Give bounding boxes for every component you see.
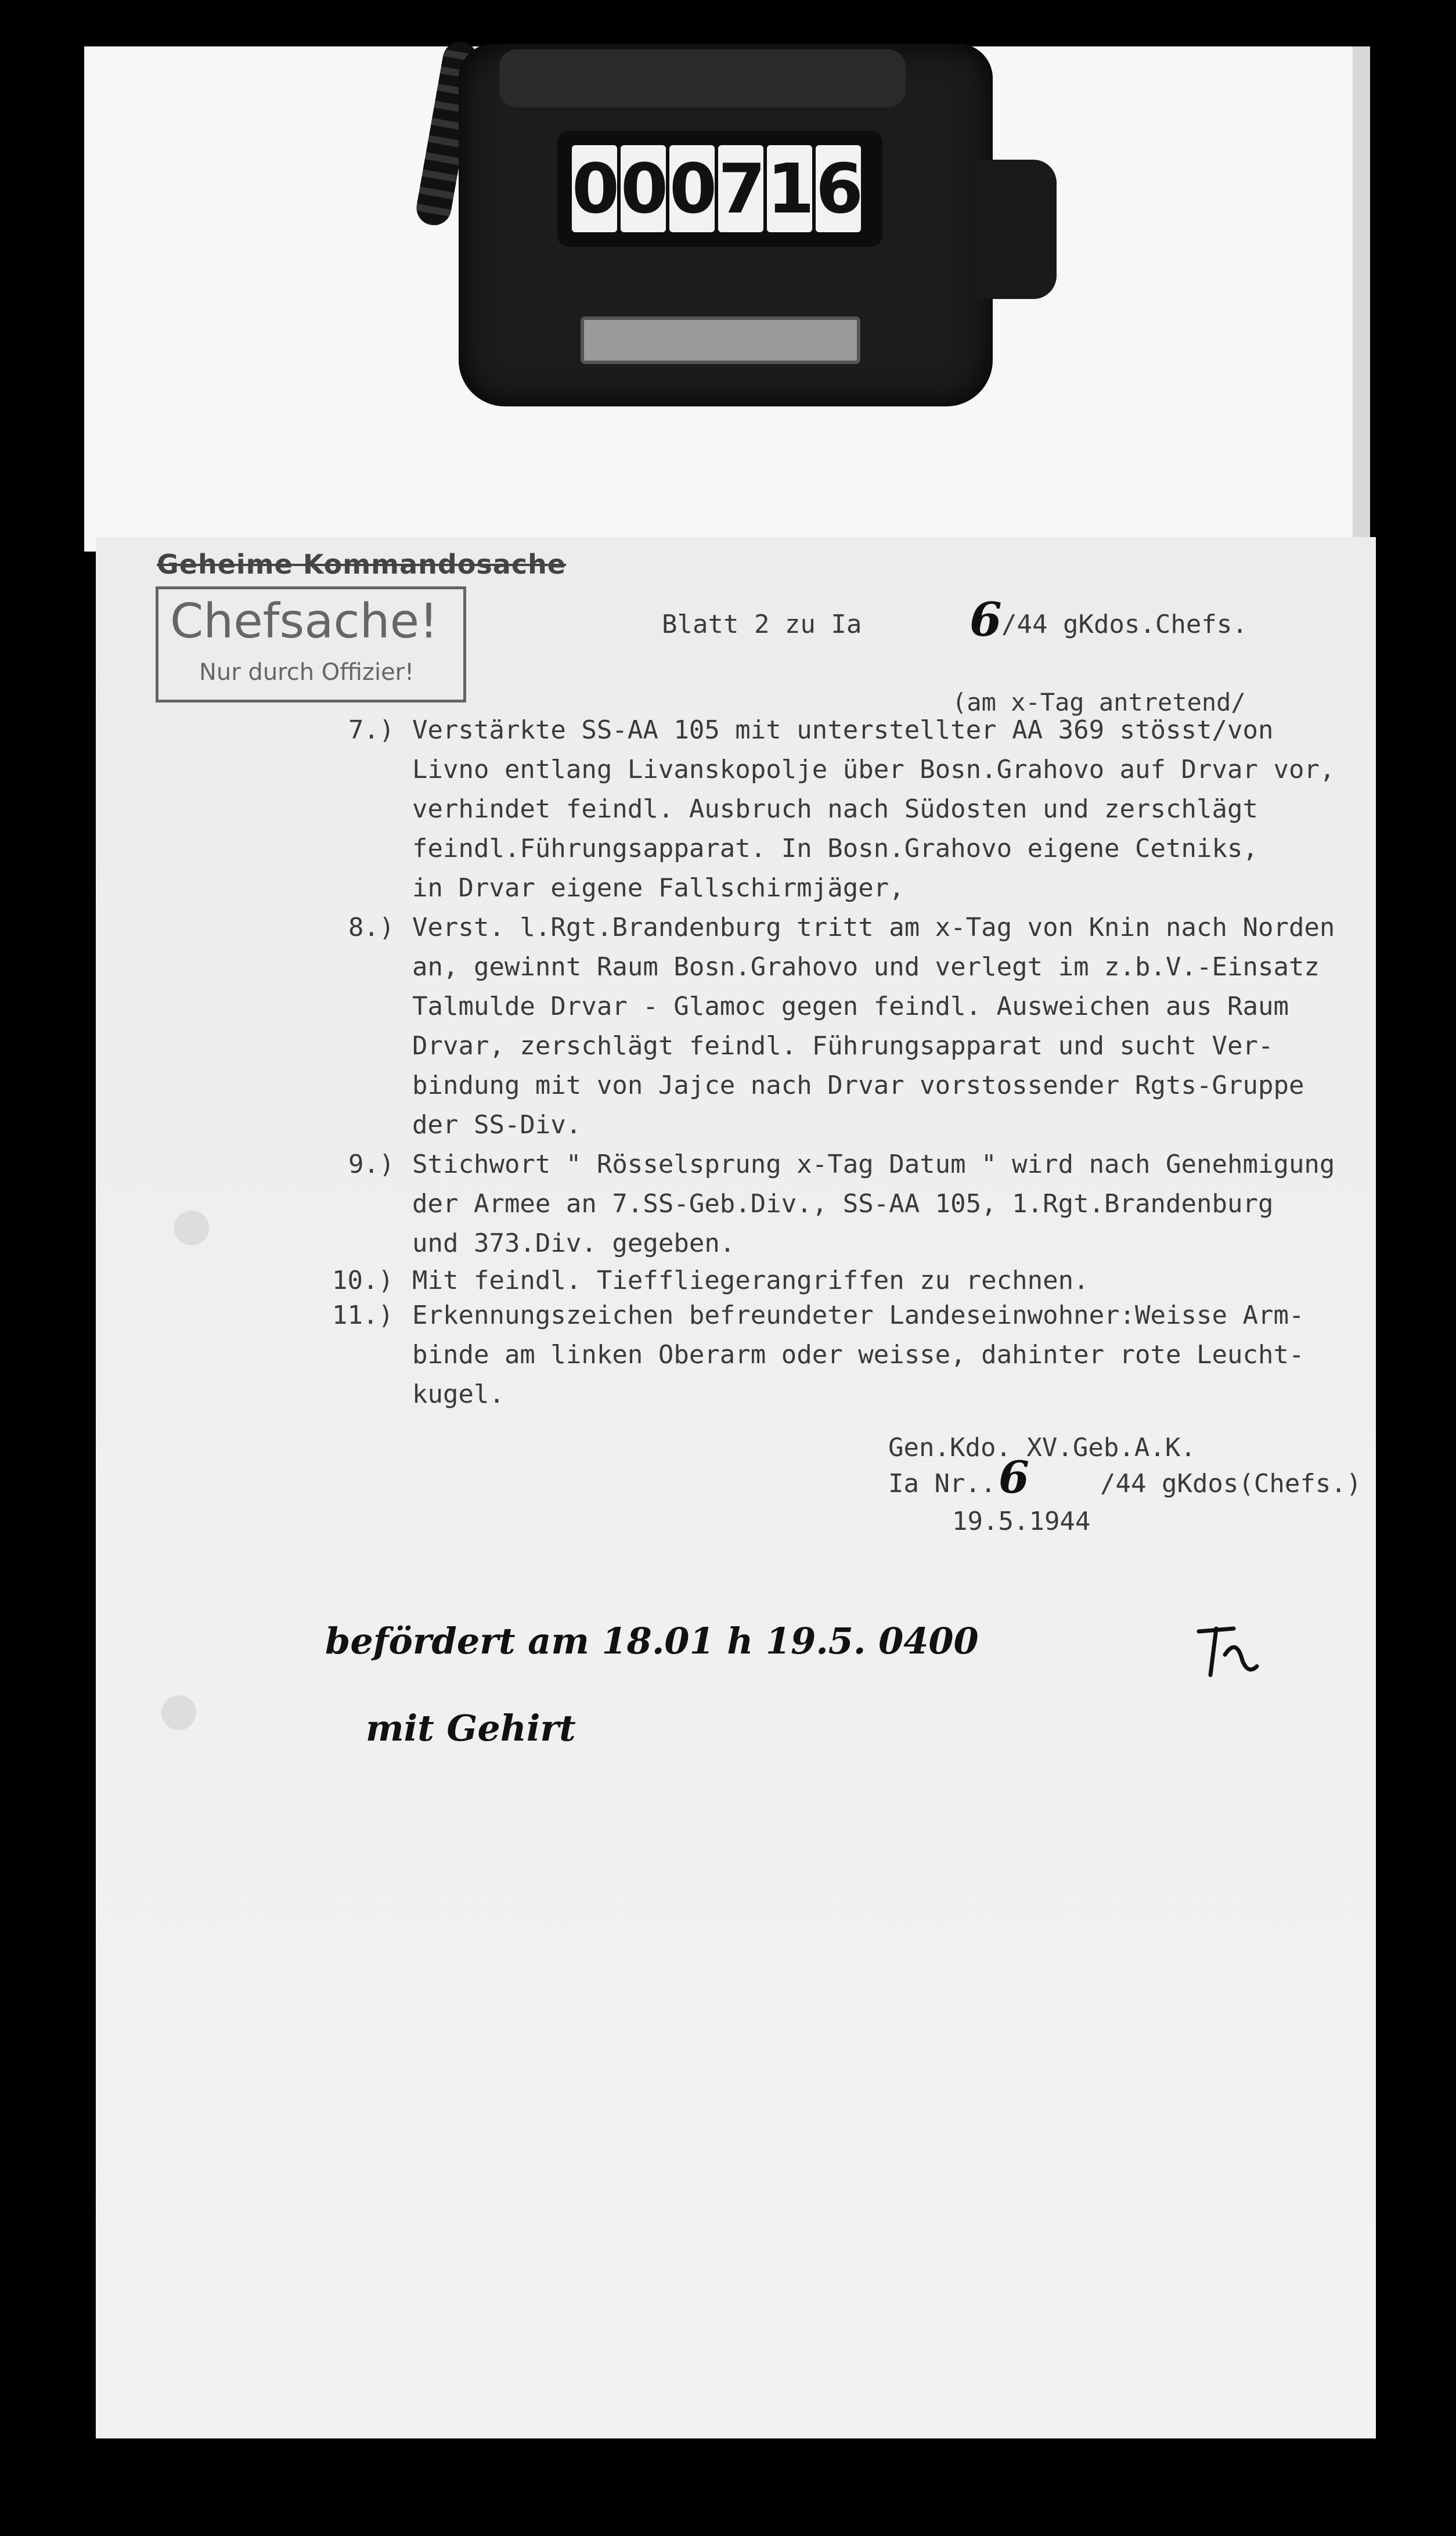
frame-counter-device: [459, 44, 993, 406]
counter-digit: 6: [816, 145, 861, 232]
item-line: Talmulde Drvar - Glamoc gegen feindl. Ausweichen aus Raum: [412, 992, 1289, 1021]
sheet-reference: Blatt 2 zu Ia: [662, 610, 862, 639]
punch-hole: [174, 1211, 209, 1245]
handwritten-note-second-line: mit Gehirt: [366, 1707, 576, 1749]
item-line: in Drvar eigene Fallschirmjäger,: [412, 873, 904, 903]
item-line: binde am linken Oberarm oder weisse, dahinter rote Leucht-: [412, 1340, 1304, 1370]
document-reference: /44 gKdos.Chefs.: [1001, 610, 1248, 639]
registry-prefix: Ia Nr..: [888, 1469, 996, 1498]
item-line: Erkennungszeichen befreundeter Landeseinwohner:Weisse Arm-: [412, 1301, 1304, 1330]
item-line: an, gewinnt Raum Bosn.Grahovo und verlegt im z.b.V.-Einsatz: [412, 952, 1320, 982]
mount-card-edge: [1353, 46, 1370, 552]
counter-digit: 1: [767, 145, 812, 232]
item-line: der Armee an 7.SS-Geb.Div., SS-AA 105, 1.Rgt.Brandenburg: [412, 1189, 1274, 1219]
counter-digit: 0: [669, 145, 715, 232]
handwritten-doc-number: 6: [970, 592, 1002, 647]
item-line: Livno entlang Livanskopolje über Bosn.Grahovo auf Drvar vor,: [412, 755, 1335, 784]
item-line: Drvar, zerschlägt feindl. Führungsapparat und sucht Ver-: [412, 1031, 1274, 1061]
chefsache-stamp: [156, 586, 466, 703]
stamp-subtitle: Nur durch Offizier!: [199, 659, 415, 686]
item-line: verhindet feindl. Ausbruch nach Südosten und zerschlägt: [412, 794, 1258, 824]
document-date: 19.5.1944: [952, 1507, 1091, 1536]
counter-side-tab: [975, 160, 1057, 299]
counter-digits: [572, 145, 864, 232]
counter-digit: 0: [572, 145, 617, 232]
insertion-text: (am x-Tag antretend/: [952, 688, 1246, 716]
counter-label-plate: [581, 316, 860, 364]
punch-hole: [161, 1695, 196, 1730]
item-number: 10.): [332, 1266, 394, 1295]
item-number: 9.): [348, 1150, 395, 1179]
item-line: Verst. l.Rgt.Brandenburg tritt am x-Tag von Knin nach Norden: [412, 913, 1335, 942]
item-line: der SS-Div.: [412, 1110, 582, 1140]
handwritten-transmission-note: befördert am 18.01 h 19.5. 0400: [325, 1620, 979, 1662]
item-line: bindung mit von Jajce nach Drvar vorstossender Rgts-Gruppe: [412, 1071, 1304, 1100]
handwritten-registry-number: 6: [999, 1451, 1029, 1503]
stamp-title: Chefsache!: [170, 594, 438, 649]
item-number: 8.): [348, 913, 395, 942]
item-line: Stichwort " Rösselsprung x-Tag Datum " wird nach Genehmigung: [412, 1150, 1335, 1179]
item-line: Mit feindl. Tieffliegerangriffen zu rechnen.: [412, 1266, 1089, 1295]
counter-top: [499, 49, 906, 107]
item-number: 11.): [332, 1301, 394, 1330]
item-line: feindl.Führungsapparat. In Bosn.Grahovo eigene Cetniks,: [412, 834, 1258, 863]
issuing-command: Gen.Kdo. XV.Geb.A.K.: [888, 1433, 1196, 1462]
counter-digit: 7: [718, 145, 763, 232]
item-line: Verstärkte SS-AA 105 mit unterstellter AA 369 stösst/von: [412, 715, 1274, 745]
classification-heading: Geheime Kommandosache: [157, 549, 567, 580]
handwritten-initials-mark: [1193, 1620, 1263, 1684]
counter-digit: 0: [621, 145, 666, 232]
item-line: kugel.: [412, 1379, 504, 1409]
item-line: und 373.Div. gegeben.: [412, 1229, 736, 1258]
registry-suffix: /44 gKdos(Chefs.): [1100, 1469, 1362, 1498]
item-number: 7.): [348, 715, 395, 745]
